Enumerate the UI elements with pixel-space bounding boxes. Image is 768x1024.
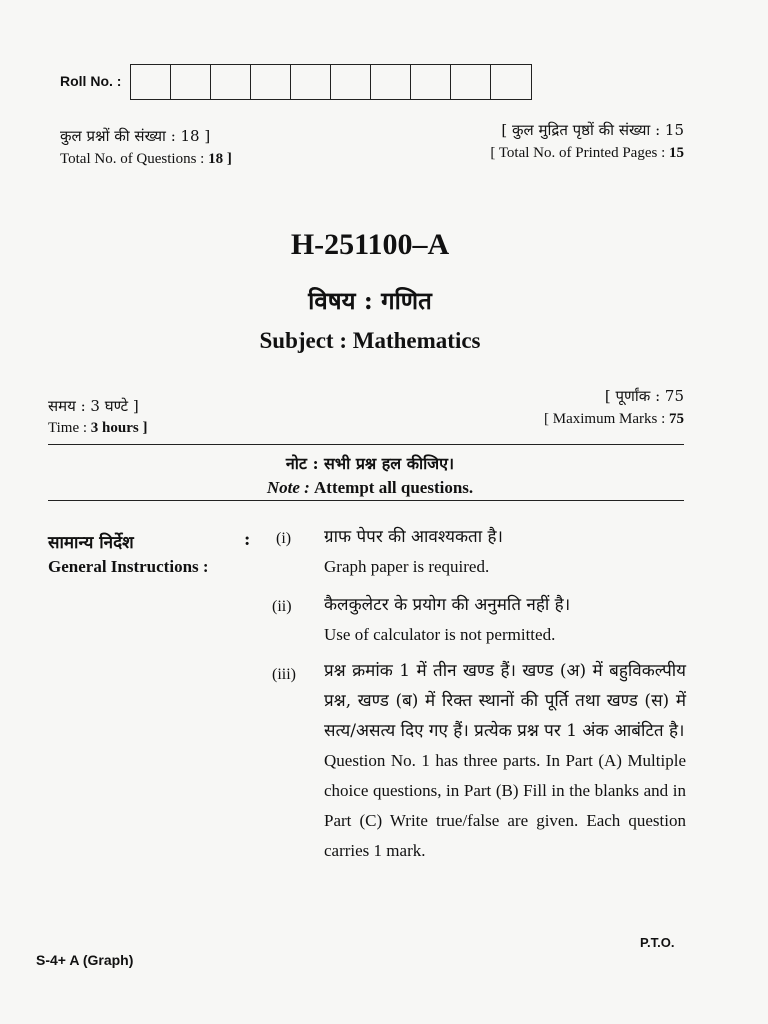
general-instructions-heading-hindi: सामान्य निर्देश xyxy=(48,533,134,553)
subject-hindi: विषय : गणित xyxy=(308,286,432,315)
printed-pages-label: [ Total No. of Printed Pages : xyxy=(490,145,669,161)
roll-number-box xyxy=(211,65,251,99)
instruction-3-english: Question No. 1 has three parts. In Part (A) Multiple choice questions, in Part (B) Fill in the blanks and in Part (C) Write true/false are given. Each question carries 1 mark. xyxy=(324,751,686,860)
time-value: 3 hours ] xyxy=(90,420,148,436)
time-english xyxy=(48,420,147,437)
max-marks-label: [ Maximum Marks : xyxy=(544,411,669,427)
instruction-2 xyxy=(324,590,686,650)
heading-colon: : xyxy=(244,530,251,550)
max-marks-hindi: [ पूर्णांक : 75 xyxy=(604,387,684,405)
time-label: Time : xyxy=(48,420,91,436)
printed-pages-hindi: [ कुल मुद्रित पृष्ठों की संख्या : 15 xyxy=(501,121,684,139)
note-english-label: Note : xyxy=(266,478,315,497)
footer-pto: P.T.O. xyxy=(640,935,675,950)
roll-number-box xyxy=(251,65,291,99)
roll-number-label: Roll No. : xyxy=(60,73,122,89)
total-questions-english xyxy=(60,151,232,168)
printed-pages-value: 15 xyxy=(669,145,684,161)
roll-number-box xyxy=(411,65,451,99)
divider-top xyxy=(48,444,684,445)
roll-number-box xyxy=(171,65,211,99)
general-instructions-heading-english: General Instructions : xyxy=(48,557,209,576)
instruction-1-english: Graph paper is required. xyxy=(324,557,490,576)
footer-paper-code: S-4+ A (Graph) xyxy=(36,952,134,968)
time-hindi: समय : 3 घण्टे ] xyxy=(48,397,139,415)
instruction-2-hindi: कैलकुलेटर के प्रयोग की अनुमति नहीं है। xyxy=(324,595,571,615)
note-hindi xyxy=(0,452,740,474)
note-hindi-text: सभी प्रश्न हल कीजिए। xyxy=(324,454,455,473)
instruction-3 xyxy=(324,656,686,866)
roll-number-box xyxy=(291,65,331,99)
note-hindi-label: नोट : xyxy=(285,454,325,473)
total-questions-label: Total No. of Questions : xyxy=(60,151,209,167)
roll-number-box xyxy=(331,65,371,99)
printed-pages-english xyxy=(490,145,684,162)
instruction-3-hindi: प्रश्न क्रमांक 1 में तीन खण्ड हैं। खण्ड (अ) में बहुविकल्पीय प्रश्न, खण्ड (ब) में रिक्त स्थानों की पूर्ति तथा खण्ड (स) में सत्य/असत्य दिए गए हैं। प्रत्येक प्रश्न पर 1 अंक आबंटित है। xyxy=(324,661,686,741)
note-english-text: Attempt all questions. xyxy=(314,478,474,497)
instruction-number: (iii) xyxy=(272,666,296,683)
max-marks-value: 75 xyxy=(669,411,684,427)
instruction-2-english: Use of calculator is not permitted. xyxy=(324,625,556,644)
roll-number-boxes xyxy=(130,64,532,100)
roll-number-box xyxy=(131,65,171,99)
instruction-number: (i) xyxy=(276,530,292,547)
divider-bottom xyxy=(48,500,684,501)
subject-english: Subject : Mathematics xyxy=(259,328,481,353)
instruction-1-hindi: ग्राफ पेपर की आवश्यकता है। xyxy=(324,527,503,547)
paper-code: H-251100–A xyxy=(290,228,450,261)
roll-number-box xyxy=(371,65,411,99)
total-questions-hindi: कुल प्रश्नों की संख्या : 18 ] xyxy=(60,127,211,145)
instruction-number: (ii) xyxy=(272,598,292,615)
instruction-1 xyxy=(324,522,686,582)
roll-number-box xyxy=(451,65,491,99)
roll-number-box xyxy=(491,65,531,99)
total-questions-value: 18 ] xyxy=(208,151,232,167)
note-english xyxy=(0,478,740,498)
max-marks-english xyxy=(544,411,684,428)
